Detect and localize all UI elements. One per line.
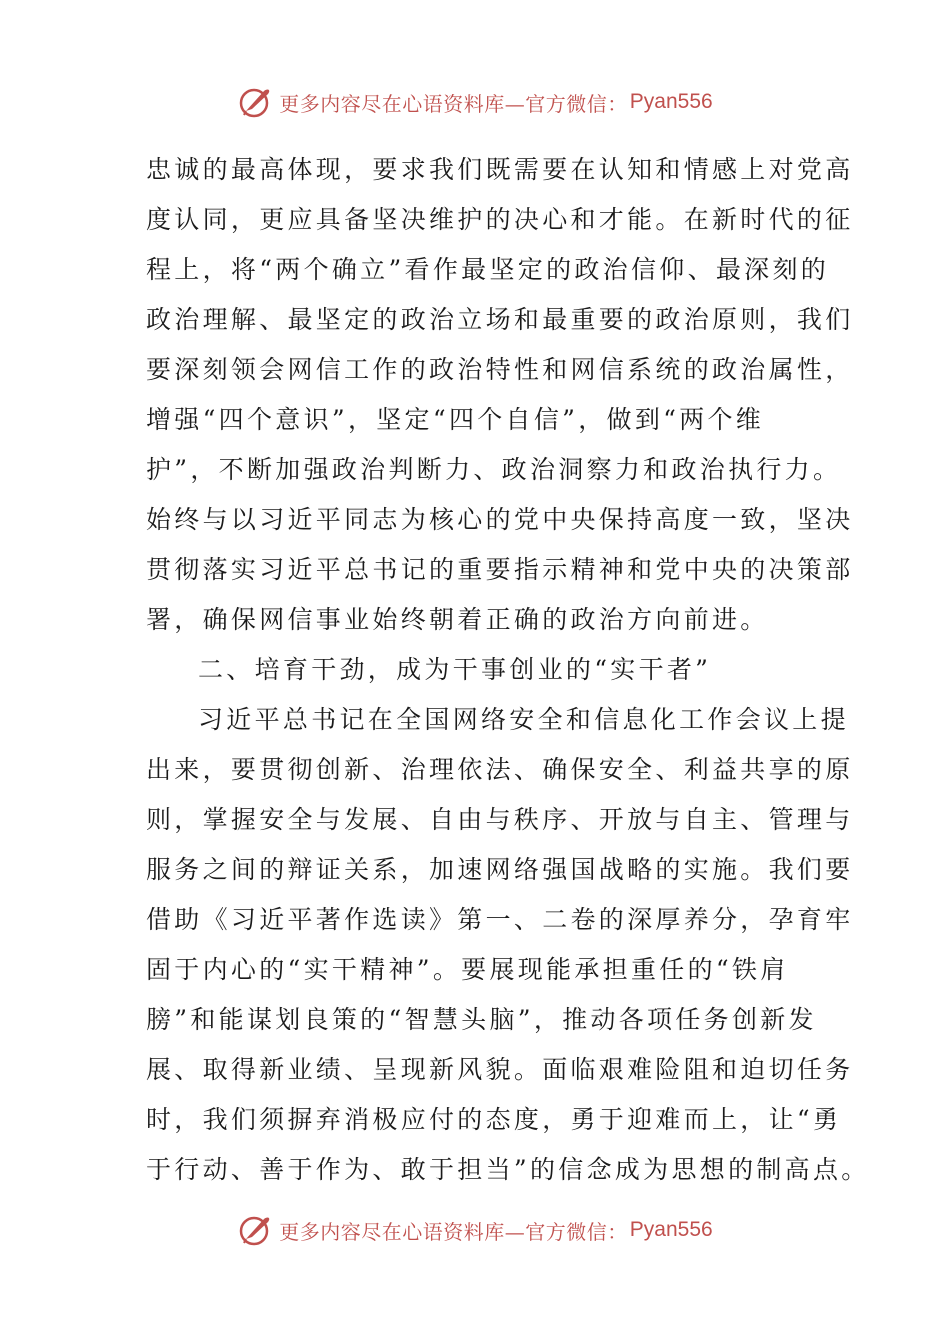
- text-line: 要深刻领会网信工作的政治特性和网信系统的政治属性，: [146, 355, 854, 384]
- header-watermark: [0, 82, 950, 122]
- text-line: 时，我们须摒弃消极应付的态度，勇于迎难而上，让“勇: [146, 1105, 842, 1134]
- text-line: 膀”和能谋划良策的“智慧头脑”，推动各项任务创新发: [146, 1005, 817, 1034]
- text-line: 贯彻落实习近平总书记的重要指示精神和党中央的决策部: [146, 555, 854, 584]
- text-line: 增强“四个意识”，坚定“四个自信”，做到“两个维: [146, 405, 765, 434]
- text-line: 借助《习近平著作选读》第一、二卷的深厚养分，孕育牢: [146, 905, 854, 934]
- text-line: 署，确保网信事业始终朝着正确的政治方向前进。: [146, 605, 769, 634]
- footer-watermark: [0, 1210, 950, 1250]
- text-line: 固于内心的“实干精神”。要展现能承担重任的“铁肩: [146, 955, 789, 984]
- section-heading: 二、培育干劲，成为干事创业的“实干者”: [198, 655, 712, 684]
- watermark-text: 更多内容尽在心语资料库—官方微信：: [279, 91, 628, 116]
- document-body: [146, 145, 870, 1195]
- text-line: 出来，要贯彻创新、治理依法、确保安全、利益共享的原: [146, 755, 854, 784]
- text-line: 服务之间的辩证关系，加速网络强国战略的实施。我们要: [146, 855, 854, 884]
- text-line: 于行动、善于作为、敢于担当”的信念成为思想的制高点。: [146, 1155, 870, 1184]
- watermark-text: 更多内容尽在心语资料库—官方微信：: [279, 1219, 628, 1244]
- watermark-wechat-id: Pyan556: [629, 1218, 713, 1241]
- text-line: 始终与以习近平同志为核心的党中央保持高度一致，坚决: [146, 505, 854, 534]
- watermark-wechat-id: Pyan556: [629, 90, 713, 113]
- text-line: 则，掌握安全与发展、自由与秩序、开放与自主、管理与: [146, 805, 854, 834]
- text-line: 忠诚的最高体现，要求我们既需要在认知和情感上对党高: [146, 155, 854, 184]
- text-line: 政治理解、最坚定的政治立场和最重要的政治原则，我们: [146, 305, 854, 334]
- quill-logo-icon: [237, 1212, 273, 1248]
- quill-logo-icon: [237, 84, 273, 120]
- text-line: 程上，将“两个确立”看作最坚定的政治信仰、最深刻的: [146, 255, 830, 284]
- text-line: 度认同，更应具备坚决维护的决心和才能。在新时代的征: [146, 205, 854, 234]
- text-line: 护”，不断加强政治判断力、政治洞察力和政治执行力。: [146, 455, 842, 484]
- text-line: 习近平总书记在全国网络安全和信息化工作会议上提: [198, 705, 849, 734]
- text-line: 展、取得新业绩、呈现新风貌。面临艰难险阻和迫切任务: [146, 1055, 854, 1084]
